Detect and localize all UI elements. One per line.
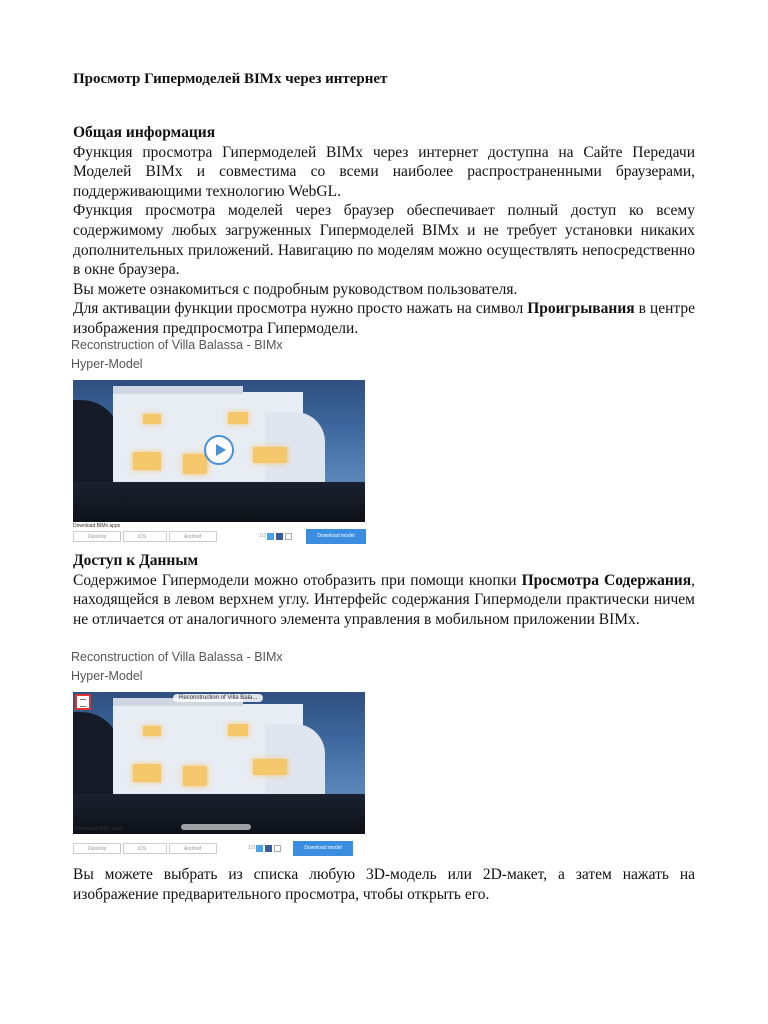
paragraph (73, 299, 695, 338)
desktop-button[interactable] (73, 531, 121, 542)
model-subtitle: Hyper-Model (71, 669, 143, 683)
model-title: Reconstruction of Villa Balassa - BIMx (71, 338, 283, 352)
desktop-label: Desktop (88, 534, 107, 540)
window-shape (228, 724, 248, 736)
window-shape (183, 454, 207, 474)
text-run: в центре изображения предпросмотра Гипермодели. (73, 300, 695, 337)
download-apps-label: Download BIMx apps (73, 523, 121, 529)
section-general-info (73, 123, 695, 339)
text-run: Для активации функции просмотра нужно просто нажать на символ (73, 300, 528, 318)
paragraph: Функция просмотра моделей через браузер обеспечивает полный доступ ко всему содержимому любых загруженных Гипермоделей BIMx и не требует установки никаких дополнительных приложений. Навигацию по моделям можно осуществлять непосредственно в окне браузера. (73, 202, 695, 279)
window-shape (143, 726, 161, 736)
android-label: Android (184, 846, 202, 852)
foreground-shape (73, 482, 365, 522)
download-model-label: Download model (304, 845, 342, 851)
text-run: Содержимое Гипермодели можно отобразить при помощи кнопки (73, 571, 522, 589)
download-apps-label: Download BIMx apps (75, 826, 123, 832)
embedded-screenshot-preview (73, 336, 373, 542)
share-count: 1/3 (259, 533, 266, 539)
viewer-model-title: Reconstruction of Villa Bala... (173, 694, 263, 702)
navigation-bar[interactable] (181, 824, 251, 830)
ios-label: iOS (138, 534, 147, 540)
share-count: 1/3 (248, 845, 255, 851)
window-shape (133, 452, 161, 470)
model-title: Reconstruction of Villa Balassa - BIMx (71, 650, 283, 664)
roof-shape (113, 386, 243, 394)
desktop-button[interactable] (73, 843, 121, 854)
window-shape (183, 766, 207, 786)
paragraph: Вы можете ознакомиться с подробным руководством пользователя. (73, 280, 518, 298)
model-viewer-image (73, 692, 365, 834)
email-icon[interactable] (274, 845, 281, 852)
play-icon[interactable] (204, 435, 234, 465)
section-heading: Доступ к Данным (73, 552, 198, 569)
section-data-access (73, 551, 695, 629)
window-shape (133, 764, 161, 782)
text-run: , находящейся в левом верхнем углу. Интерфейс содержания Гипермодели практически ничем не отличается от аналогичного элемента управления в мобильном приложении BIMx. (73, 571, 695, 628)
window-shape (228, 412, 248, 424)
twitter-icon[interactable] (256, 845, 263, 852)
email-icon[interactable] (285, 533, 292, 540)
android-label: Android (184, 534, 202, 540)
ios-button[interactable] (123, 843, 167, 854)
window-shape (143, 414, 161, 424)
embedded-screenshot-viewer (73, 648, 373, 854)
preview-toolbar (73, 524, 373, 542)
paragraph: Функция просмотра Гипермоделей BIMx через интернет доступна на Сайте Передачи Моделей BIMx и совместима со всеми наиболее распространенными браузерами, поддерживающими технологию WebGL. (73, 143, 695, 200)
document-title: Просмотр Гипермоделей BIMx через интернет (73, 71, 388, 87)
ios-button[interactable] (123, 531, 167, 542)
window-shape (253, 759, 287, 775)
table-of-contents-icon[interactable] (75, 694, 91, 710)
twitter-icon[interactable] (267, 533, 274, 540)
desktop-label: Desktop (88, 846, 107, 852)
paragraph: Вы можете выбрать из списка любую 3D-модель или 2D-макет, а затем нажать на изображение предварительного просмотра, чтобы открыть его. (73, 866, 695, 903)
android-button[interactable] (169, 843, 217, 854)
window-shape (253, 447, 287, 463)
paragraph (73, 571, 695, 630)
download-model-label: Download model (317, 533, 355, 539)
preview-toolbar (73, 836, 373, 854)
facebook-icon[interactable] (276, 533, 283, 540)
android-button[interactable] (169, 531, 217, 542)
section-heading: Общая информация (73, 124, 216, 141)
section-select-model (73, 865, 695, 904)
download-model-button[interactable] (293, 841, 353, 856)
model-preview-image (73, 380, 365, 522)
bold-text: Проигрывания (527, 300, 635, 318)
download-model-button[interactable] (306, 529, 366, 544)
facebook-icon[interactable] (265, 845, 272, 852)
ios-label: iOS (138, 846, 147, 852)
bold-text: Просмотра Содержания (521, 571, 692, 589)
model-subtitle: Hyper-Model (71, 357, 143, 371)
